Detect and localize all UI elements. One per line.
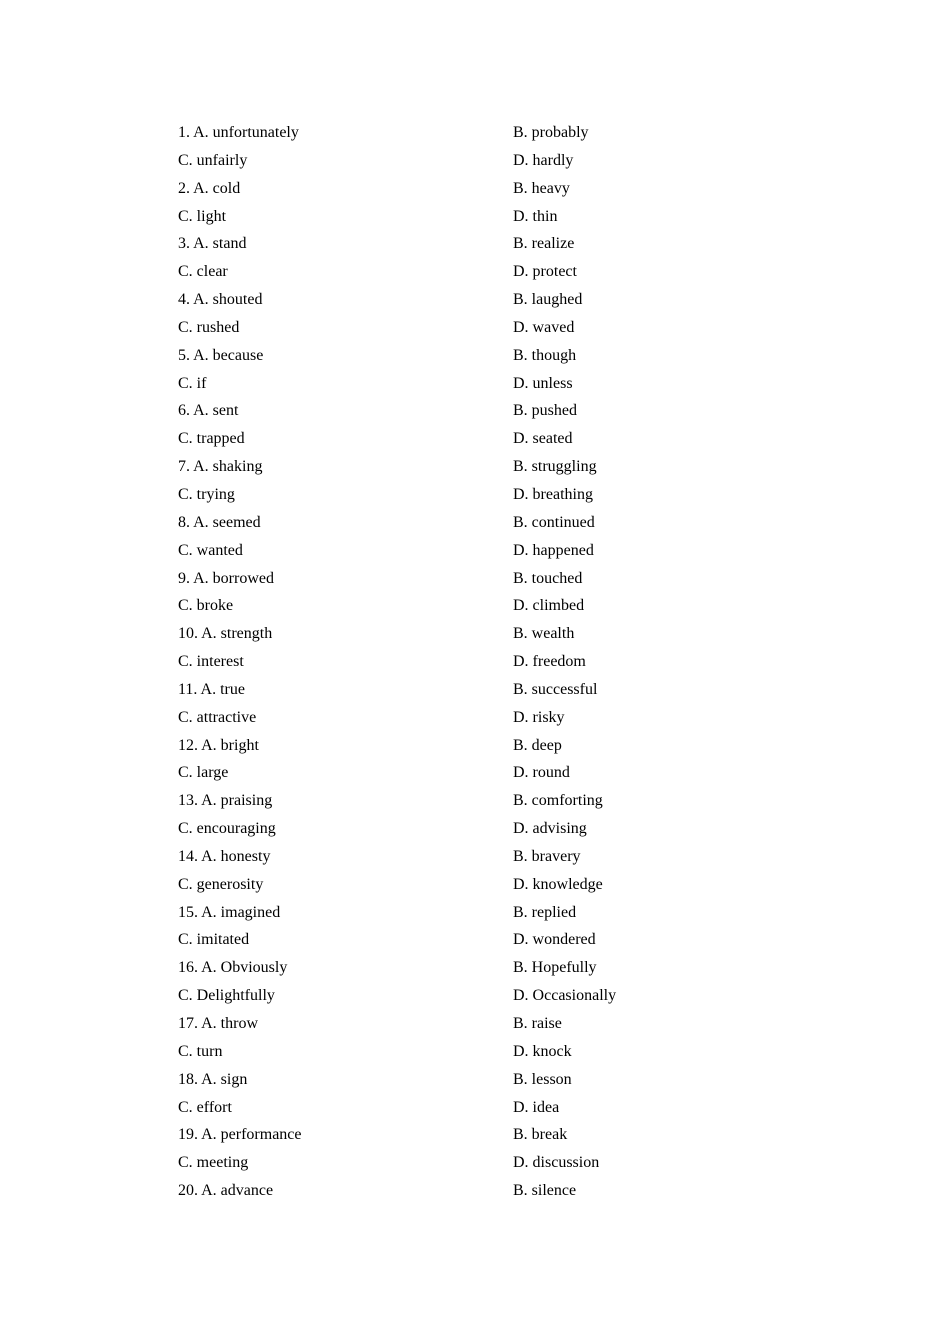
option-left-text: C. encouraging xyxy=(178,820,276,838)
option-left-text: C. attractive xyxy=(178,708,257,726)
option-right-text: B. probably xyxy=(513,124,589,141)
option-row xyxy=(178,899,778,927)
option-left-text: C. rushed xyxy=(178,318,240,336)
option-row xyxy=(178,342,778,370)
option-right-text: B. deep xyxy=(513,736,562,754)
option-row xyxy=(178,370,778,398)
option-left-text: 13. A. praising xyxy=(178,792,273,810)
option-row xyxy=(178,230,778,258)
option-row xyxy=(178,397,778,425)
option-right-text: B. comforting xyxy=(513,792,603,810)
option-right-text: D. knowledge xyxy=(513,875,603,893)
option-left-text: C. broke xyxy=(178,597,234,615)
option-right-text: D. happened xyxy=(513,541,594,559)
option-row xyxy=(178,1177,778,1205)
option-right-text: D. climbed xyxy=(513,597,585,615)
option-row xyxy=(178,648,778,676)
option-left-text: C. Delightfully xyxy=(178,987,275,1005)
option-left-text: 5. A. because xyxy=(178,346,264,364)
option-row xyxy=(178,258,778,286)
option-right-text: D. Occasionally xyxy=(513,987,617,1005)
option-left-text: 16. A. Obviously xyxy=(178,959,288,977)
option-left-text: 6. A. sent xyxy=(178,402,239,420)
option-right-text: B. replied xyxy=(513,903,577,921)
option-left-text: C. turn xyxy=(178,1042,223,1060)
option-right-text: B. break xyxy=(513,1126,568,1144)
option-row xyxy=(178,147,778,175)
option-right-text: D. protect xyxy=(513,263,577,281)
option-left-text: C. interest xyxy=(178,653,244,671)
option-right-text: D. seated xyxy=(513,430,573,448)
option-right-text: D. risky xyxy=(513,708,565,726)
option-row xyxy=(178,1094,778,1122)
option-right-text: B. pushed xyxy=(513,402,577,420)
option-left-text: C. large xyxy=(178,764,229,782)
option-left-text: 15. A. imagined xyxy=(178,903,281,921)
option-row xyxy=(178,787,778,815)
option-left-text: C. clear xyxy=(178,263,228,281)
option-right-text: B. Hopefully xyxy=(513,959,597,977)
option-right-text: B. successful xyxy=(513,680,598,698)
option-row xyxy=(178,620,778,648)
option-row xyxy=(178,759,778,787)
option-left-text: 3. A. stand xyxy=(178,235,247,253)
option-left-text: C. wanted xyxy=(178,541,243,559)
option-left-text: 20. A. advance xyxy=(178,1182,274,1200)
option-right-text: D. breathing xyxy=(513,485,593,503)
answer-options-list xyxy=(178,119,778,1205)
option-left-text: C. unfairly xyxy=(178,151,248,169)
option-row xyxy=(178,1038,778,1066)
option-left-text: C. generosity xyxy=(178,875,264,893)
option-left-text: 1. A. unfortunately xyxy=(178,124,299,141)
option-right-text: B. struggling xyxy=(513,458,597,476)
option-left-text: 14. A. honesty xyxy=(178,847,271,865)
option-row xyxy=(178,175,778,203)
option-row xyxy=(178,954,778,982)
option-row xyxy=(178,926,778,954)
option-left-text: C. meeting xyxy=(178,1154,249,1172)
option-left-text: 2. A. cold xyxy=(178,179,241,197)
option-right-text: D. knock xyxy=(513,1042,572,1060)
option-left-text: C. trying xyxy=(178,485,235,503)
option-right-text: B. bravery xyxy=(513,847,581,865)
option-row xyxy=(178,509,778,537)
option-left-text: C. effort xyxy=(178,1098,232,1116)
option-left-text: C. imitated xyxy=(178,931,250,949)
option-row xyxy=(178,982,778,1010)
option-right-text: D. round xyxy=(513,764,570,782)
option-left-text: 19. A. performance xyxy=(178,1126,302,1144)
option-left-text: C. trapped xyxy=(178,430,245,448)
option-row xyxy=(178,592,778,620)
option-right-text: D. idea xyxy=(513,1098,560,1116)
option-right-text: B. laughed xyxy=(513,291,583,309)
option-right-text: B. realize xyxy=(513,235,575,253)
option-right-text: B. touched xyxy=(513,569,583,587)
option-right-text: D. advising xyxy=(513,820,587,838)
option-row xyxy=(178,1066,778,1094)
option-right-text: B. continued xyxy=(513,513,595,531)
option-left-text: 9. A. borrowed xyxy=(178,569,274,587)
option-row xyxy=(178,119,778,147)
option-row xyxy=(178,425,778,453)
option-row xyxy=(178,871,778,899)
option-right-text: D. waved xyxy=(513,318,575,336)
option-left-text: 18. A. sign xyxy=(178,1070,248,1088)
option-left-text: 17. A. throw xyxy=(178,1015,258,1032)
option-row xyxy=(178,1121,778,1149)
option-left-text: 10. A. strength xyxy=(178,625,273,643)
option-right-text: B. silence xyxy=(513,1182,577,1200)
option-left-text: C. if xyxy=(178,374,207,392)
option-left-text: C. light xyxy=(178,207,227,225)
option-row xyxy=(178,203,778,231)
option-row xyxy=(178,1010,778,1038)
option-right-text: B. though xyxy=(513,346,577,364)
option-right-text: D. discussion xyxy=(513,1154,600,1172)
option-row xyxy=(178,314,778,342)
option-right-text: D. unless xyxy=(513,374,573,392)
option-row xyxy=(178,453,778,481)
option-row xyxy=(178,565,778,593)
option-left-text: 12. A. bright xyxy=(178,736,259,754)
option-right-text: D. thin xyxy=(513,207,558,225)
option-left-text: 4. A. shouted xyxy=(178,291,263,309)
option-right-text: D. freedom xyxy=(513,653,586,671)
option-left-text: 7. A. shaking xyxy=(178,458,263,476)
option-row xyxy=(178,1149,778,1177)
option-row xyxy=(178,286,778,314)
option-row xyxy=(178,704,778,732)
option-right-text: B. heavy xyxy=(513,179,570,197)
option-right-text: B. raise xyxy=(513,1015,562,1032)
option-row xyxy=(178,732,778,760)
option-left-text: 8. A. seemed xyxy=(178,513,261,531)
option-row xyxy=(178,537,778,565)
option-right-text: D. wondered xyxy=(513,931,596,949)
option-row xyxy=(178,815,778,843)
option-left-text: 11. A. true xyxy=(178,680,245,698)
option-row xyxy=(178,481,778,509)
option-right-text: B. wealth xyxy=(513,625,575,643)
option-right-text: B. lesson xyxy=(513,1070,572,1088)
option-row xyxy=(178,676,778,704)
option-right-text: D. hardly xyxy=(513,151,574,169)
option-row xyxy=(178,843,778,871)
